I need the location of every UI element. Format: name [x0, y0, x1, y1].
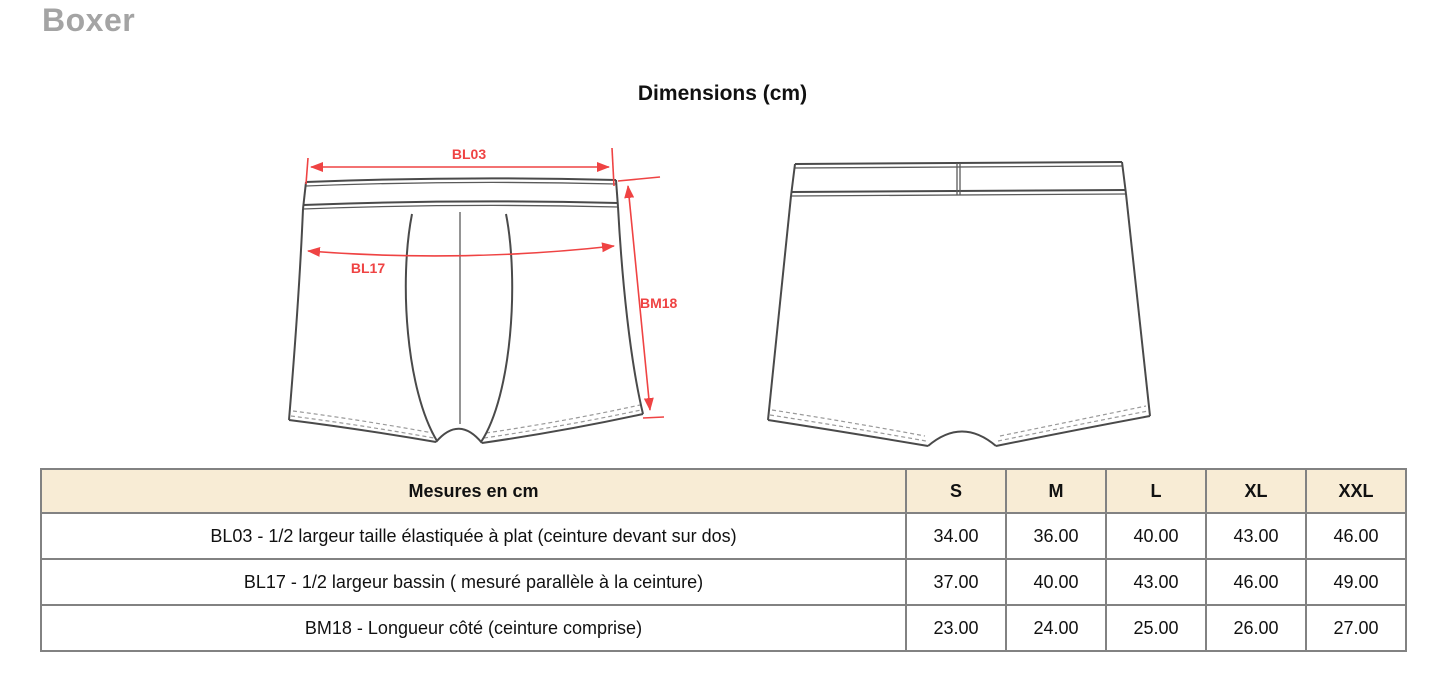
bl17-label: BL17: [350, 260, 386, 276]
value-cell: 37.00: [906, 559, 1006, 605]
value-cell: 36.00: [1006, 513, 1106, 559]
table-row-bl17: [41, 559, 1406, 605]
value-cell: 34.00: [906, 513, 1006, 559]
value-cell: 43.00: [1206, 513, 1306, 559]
table-row-bl03: [41, 513, 1406, 559]
value-cell: 43.00: [1106, 559, 1206, 605]
bl17-dimension-arrow: [308, 246, 614, 256]
bl03-label: BL03: [451, 146, 487, 162]
table-header-row: [41, 469, 1406, 513]
value-cell: 23.00: [906, 605, 1006, 651]
table-row-bm18: [41, 605, 1406, 651]
value-cell: 26.00: [1206, 605, 1306, 651]
front-view-drawing: [289, 178, 643, 443]
back-view-drawing: [768, 162, 1150, 446]
value-cell: 24.00: [1006, 605, 1106, 651]
measure-label-cell: BM18 - Longueur côté (ceinture comprise): [41, 605, 906, 651]
value-cell: 49.00: [1306, 559, 1406, 605]
value-cell: 40.00: [1006, 559, 1106, 605]
size-column-header-xxl: XXL: [1306, 469, 1406, 513]
measurements-table: [40, 468, 1407, 652]
page-title: Boxer: [42, 2, 136, 38]
value-cell: 25.00: [1106, 605, 1206, 651]
dimension-annotations: [306, 146, 678, 418]
size-column-header-l: L: [1106, 469, 1206, 513]
measure-label-cell: BL17 - 1/2 largeur bassin ( mesuré parallèle à la ceinture): [41, 559, 906, 605]
bm18-label: BM18: [640, 295, 678, 311]
size-column-header-xl: XL: [1206, 469, 1306, 513]
measure-column-header: Mesures en cm: [41, 469, 906, 513]
size-column-header-m: M: [1006, 469, 1106, 513]
value-cell: 40.00: [1106, 513, 1206, 559]
value-cell: 46.00: [1206, 559, 1306, 605]
value-cell: 46.00: [1306, 513, 1406, 559]
section-title: Dimensions (cm): [637, 82, 808, 105]
measure-label-cell: BL03 - 1/2 largeur taille élastiquée à plat (ceinture devant sur dos): [41, 513, 906, 559]
size-column-header-s: S: [906, 469, 1006, 513]
value-cell: 27.00: [1306, 605, 1406, 651]
